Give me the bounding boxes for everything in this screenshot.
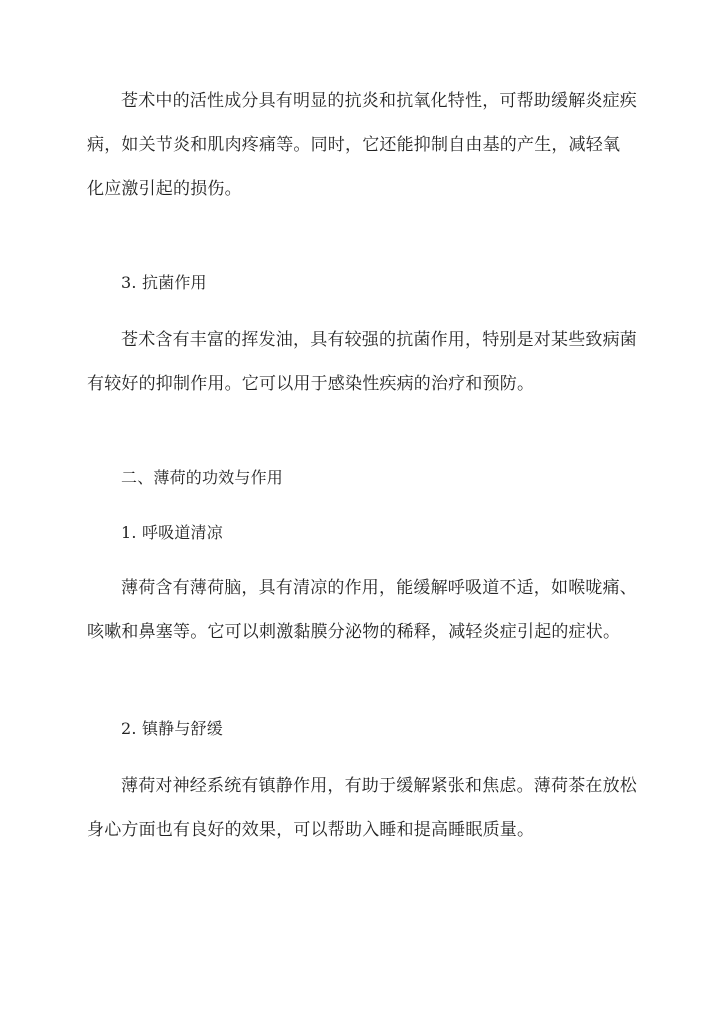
paragraph-anti-inflammatory: 苍术中的活性成分具有明显的抗炎和抗氧化特性，可帮助缓解炎症疾病，如关节炎和肌肉疼痛等。同时，它还能抑制自由基的产生，减轻氧化应激引起的损伤。 — [87, 91, 637, 199]
heading-calming: 2. 镇静与舒缓 — [121, 719, 223, 738]
paragraph-antibacterial: 苍术含有丰富的挥发油，具有较强的抗菌作用，特别是对某些致病菌有较好的抑制作用。它可以用于感染性疾病的治疗和预防。 — [87, 330, 637, 394]
paragraph-respiratory: 薄荷含有薄荷脑，具有清凉的作用，能缓解呼吸道不适，如喉咙痛、咳嗽和鼻塞等。它可以刺激黏膜分泌物的稀释，减轻炎症引起的症状。 — [87, 578, 637, 642]
heading-mint-section: 二、薄荷的功效与作用 — [121, 468, 284, 487]
paragraph-calming: 薄荷对神经系统有镇静作用，有助于缓解紧张和焦虑。薄荷茶在放松身心方面也有良好的效果，可以帮助入睡和提高睡眠质量。 — [87, 776, 637, 840]
heading-respiratory: 1. 呼吸道清凉 — [121, 523, 223, 542]
heading-antibacterial: 3. 抗菌作用 — [121, 273, 207, 292]
